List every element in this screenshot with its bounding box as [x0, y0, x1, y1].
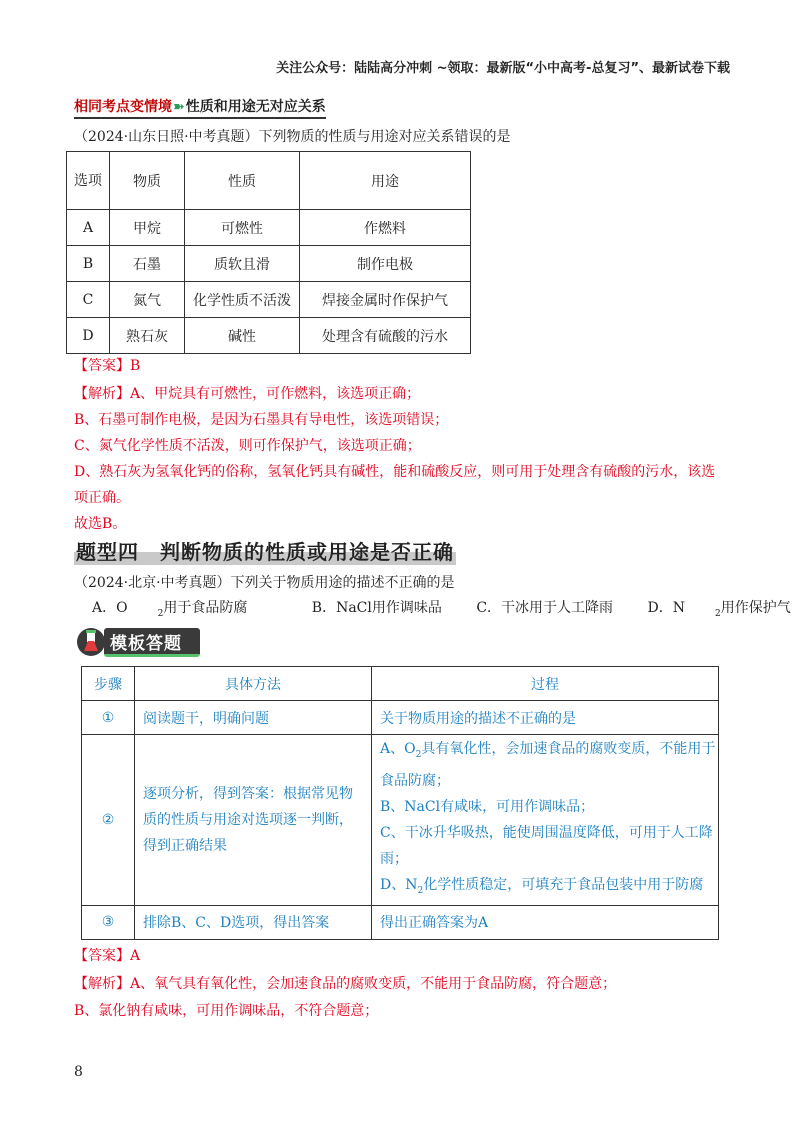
table-cell: 石墨 [110, 246, 185, 282]
answer-tag: 【答案】 [74, 358, 130, 374]
table-row [82, 735, 719, 906]
answer-2 [74, 945, 140, 965]
question-1: （2024·山东日照·中考真题）下列物质的性质与用途对应关系错误的是 [74, 129, 511, 145]
process-cell: 得出正确答案为A [372, 905, 719, 939]
table-header-cell: 过程 [372, 667, 719, 701]
table-header-cell: 步骤 [82, 667, 135, 701]
template-table [81, 666, 719, 940]
table-cell: 氮气 [110, 282, 185, 318]
process-line: 食品防腐； [380, 772, 450, 789]
table-cell: 作燃料 [300, 210, 471, 246]
options [92, 597, 800, 619]
section-label-text: 性质和用途无对应关系 [185, 99, 326, 115]
table-header-cell: 用途 [300, 152, 471, 210]
table-header-cell: 具体方法 [135, 667, 372, 701]
table-header-cell: 选项 [67, 152, 110, 210]
option-d [647, 600, 800, 619]
section-title: 题型四 判断物质的性质或用途是否正确 [74, 536, 456, 565]
option-d-post: 用作保护气 [720, 600, 791, 616]
table-header-row [67, 152, 471, 210]
flask-icon [76, 626, 106, 658]
table-cell: B [67, 246, 110, 282]
answer-tag: 【答案】 [74, 948, 130, 964]
answer-1 [74, 355, 140, 375]
badge-text: 模板答题 [110, 634, 182, 654]
process-line: B、NaCl有咸味，可用作调味品； [380, 798, 595, 815]
option-d-sub: 2 [714, 608, 721, 619]
method-cell: 阅读题干，明确问题 [135, 701, 372, 735]
process-text: 具有氧化性，会加速食品的腐败变质，不能用于 [421, 741, 716, 757]
table-cell: C [67, 282, 110, 318]
analysis-line: 故选B。 [74, 516, 127, 532]
header-note: 关注公众号：陆陆高分冲刺 ~领取：最新版“小中高考-总复习”、最新试卷下载 [276, 61, 730, 76]
table-cell: 可燃性 [185, 210, 300, 246]
table-cell: 化学性质不活泼 [185, 282, 300, 318]
option-a-post: 用于食品防腐 [163, 600, 248, 616]
table-header-cell: 性质 [185, 152, 300, 210]
analysis-line: B、氯化钠有咸味，可用作调味品，不符合题意； [74, 1003, 379, 1019]
process-cell [372, 735, 719, 906]
table-cell: 处理含有硫酸的污水 [300, 318, 471, 354]
table-cell: 质软且滑 [185, 246, 300, 282]
section-label [74, 96, 326, 119]
table-row [67, 210, 471, 246]
method-line: 得到正确结果 [143, 837, 227, 854]
step-cell: ① [82, 701, 135, 735]
table-cell: 熟石灰 [110, 318, 185, 354]
option-b: B．NaCl用作调味品 [311, 600, 442, 616]
table-cell: A [67, 210, 110, 246]
table-row [67, 318, 471, 354]
table-cell: 制作电极 [300, 246, 471, 282]
properties-table [66, 151, 471, 354]
process-line: C、干冰升华吸热，能使周围温度降低，可用于人工降 [380, 824, 713, 841]
analysis-tag: 【解析】 [74, 386, 130, 402]
question-2: （2024·北京·中考真题）下列关于物质用途的描述不正确的是 [74, 575, 455, 591]
table-cell: D [67, 318, 110, 354]
step-cell: ③ [82, 905, 135, 939]
option-a-pre: A．O [92, 600, 128, 616]
process-line [380, 736, 717, 768]
analysis-line: B、石墨可制作电极，是因为石墨具有导电性，该选项错误； [74, 412, 449, 428]
method-cell: 排除B、C、D选项，得出答案 [135, 905, 372, 939]
section-label-red: 相同考点变情境 [74, 99, 172, 115]
analysis-text: A、甲烷具有可燃性，可作燃料，该选项正确； [130, 386, 421, 402]
analysis-text: A、氧气具有氧化性，会加速食品的腐败变质，不能用于食品防腐，符合题意； [130, 976, 617, 992]
analysis-line [74, 383, 420, 403]
process-line [380, 872, 717, 904]
template-badge [76, 626, 200, 658]
page-number: 8 [74, 1064, 83, 1080]
process-text: 化学性质稳定，可填充于食品包装中用于防腐 [423, 876, 704, 893]
process-text: A、O [380, 741, 416, 757]
table-row [67, 246, 471, 282]
analysis-line: D、熟石灰为氢氧化钙的俗称，氢氧化钙具有碱性，能和硫酸反应，则可用于处理含有硫酸的污水，该选 [74, 464, 716, 480]
answer-value: A [130, 948, 141, 964]
analysis-line: C、氮气化学性质不活泼，则可作保护气，该选项正确； [74, 438, 421, 454]
process-text: D、N [380, 876, 418, 893]
arrow-icon: ➽ [173, 99, 185, 115]
method-line: 质的性质与用途对选项逐一判断， [143, 811, 353, 828]
analysis-line: 项正确。 [74, 490, 130, 506]
option-a-sub: 2 [157, 608, 164, 619]
table-row [67, 282, 471, 318]
process-sub: 2 [415, 749, 422, 760]
process-line: 雨； [380, 850, 408, 867]
table-header-cell: 物质 [110, 152, 185, 210]
method-cell [135, 735, 372, 906]
method-line: 逐项分析，得到答案：根据常见物 [143, 785, 353, 802]
table-cell: 焊接金属时作保护气 [300, 282, 471, 318]
step-cell: ② [82, 735, 135, 906]
table-cell: 碱性 [185, 318, 300, 354]
table-row [82, 905, 719, 939]
process-sub: 2 [417, 885, 424, 896]
process-cell: 关于物质用途的描述不正确的是 [372, 701, 719, 735]
analysis-tag: 【解析】 [74, 976, 130, 992]
option-c: C．干冰用于人工降雨 [476, 600, 614, 616]
table-row [82, 701, 719, 735]
table-cell: 甲烷 [110, 210, 185, 246]
analysis-line [74, 973, 616, 993]
table-header-row [82, 667, 719, 701]
answer-value: B [130, 358, 141, 374]
option-a [92, 600, 277, 619]
option-d-pre: D．N [647, 600, 685, 616]
